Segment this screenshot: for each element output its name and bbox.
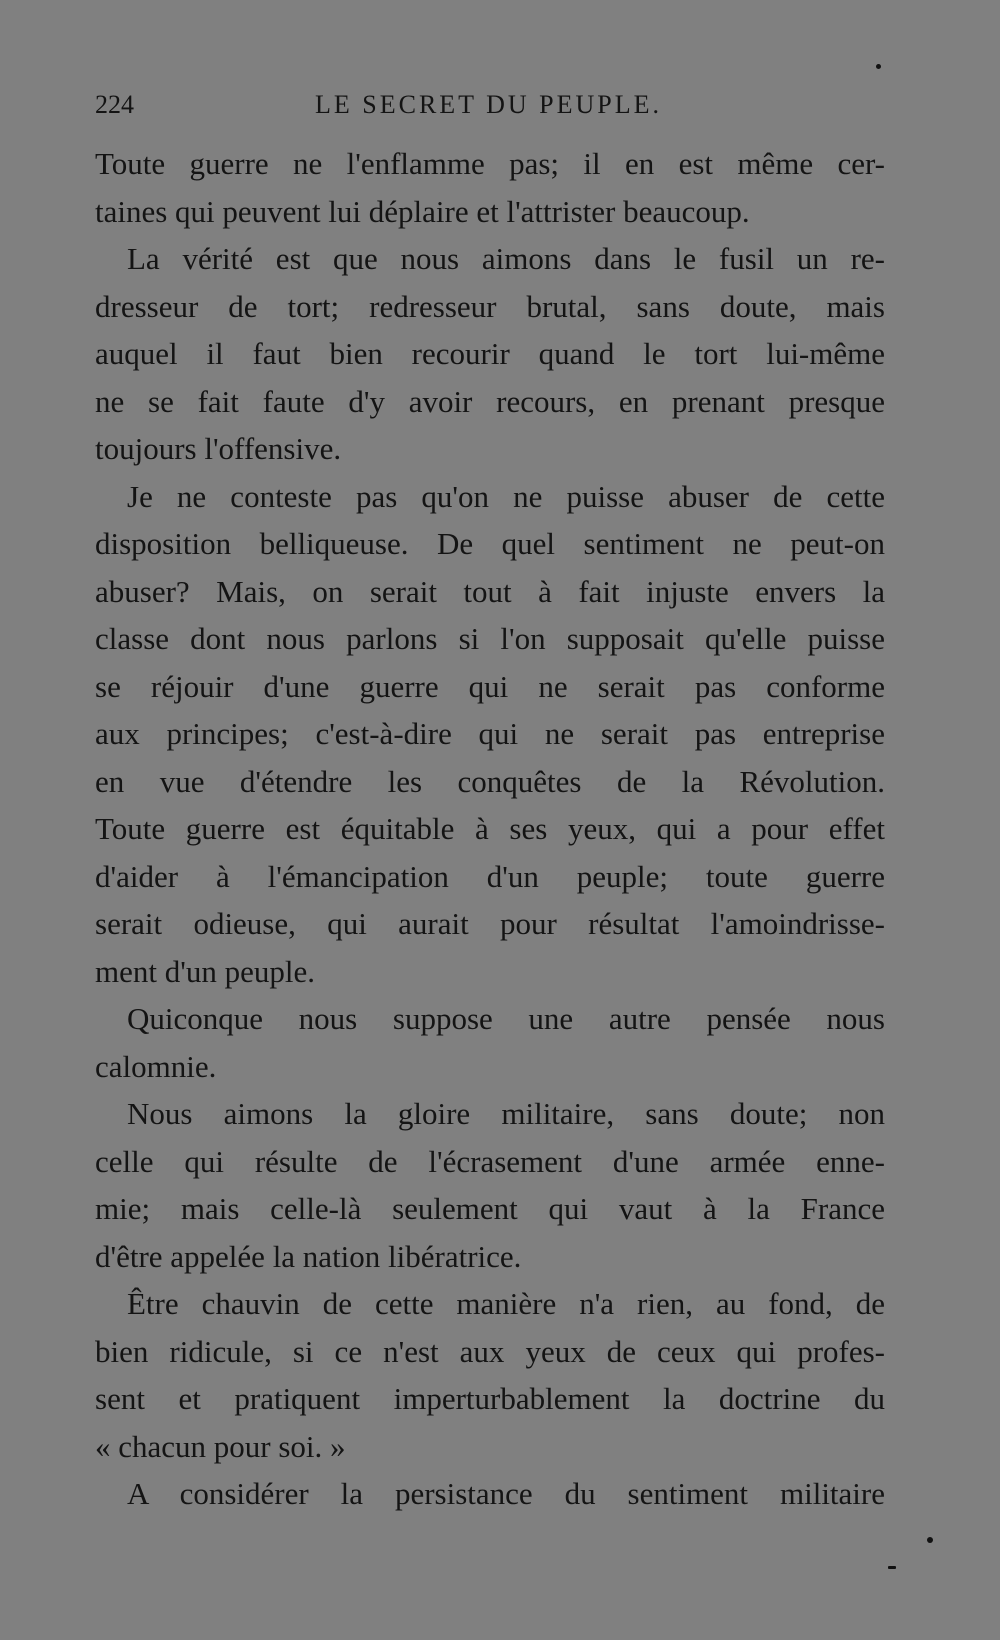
text-line: La vérité est que nous aimons dans le fusil un re- (127, 241, 885, 276)
text-line: se réjouir d'une guerre qui ne serait pas conforme (95, 668, 885, 704)
text-line: celle qui résulte de l'écrasement d'une armée enne- (95, 1143, 885, 1179)
text-line: Quiconque nous suppose une autre pensée nous (127, 1001, 885, 1036)
text-line: calomnie. (95, 1048, 217, 1084)
text-line: dresseur de tort; redresseur brutal, sans doute, mais (95, 288, 885, 324)
scan-speck (888, 1566, 896, 1569)
paragraph (95, 995, 885, 1090)
body-text (95, 140, 885, 1518)
text-line: serait odieuse, qui aurait pour résultat l'amoindrisse- (95, 906, 885, 941)
paragraph (95, 473, 885, 996)
paragraph (95, 235, 885, 473)
text-line: A considérer la persistance du sentiment militaire (127, 1476, 885, 1511)
text-line: Toute guerre ne l'enflamme pas; il en est même cer- (95, 146, 885, 181)
paragraph (95, 1090, 885, 1280)
text-line: aux principes; c'est-à-dire qui ne serait pas entreprise (95, 716, 885, 751)
text-line: ment d'un peuple. (95, 953, 315, 989)
text-line: d'être appelée la nation libératrice. (95, 1238, 522, 1274)
paragraph (95, 1470, 885, 1518)
text-line: « chacun pour soi. » (95, 1428, 346, 1464)
text-line: classe dont nous parlons si l'on supposait qu'elle puisse (95, 621, 885, 656)
text-line: bien ridicule, si ce n'est aux yeux de ceux qui profes- (95, 1333, 885, 1369)
text-line: toujours l'offensive. (95, 431, 342, 466)
paragraph (95, 1280, 885, 1470)
text-line: Être chauvin de cette manière n'a rien, au fond, de (127, 1286, 885, 1321)
text-line: Toute guerre est équitable à ses yeux, qui a pour effet (95, 811, 885, 846)
text-line: Nous aimons la gloire militaire, sans doute; non (127, 1096, 885, 1131)
book-page (95, 90, 885, 1518)
text-line: mie; mais celle-là seulement qui vaut à la France (95, 1191, 885, 1226)
scan-speck (876, 64, 881, 69)
text-line: sent et pratiquent imperturbablement la doctrine du (95, 1381, 885, 1416)
text-line: d'aider à l'émancipation d'un peuple; toute guerre (95, 858, 885, 894)
text-line: disposition belliqueuse. De quel sentiment ne peut-on (95, 526, 885, 561)
text-line: abuser? Mais, on serait tout à fait injuste envers la (95, 573, 885, 609)
page-number: 224 (95, 90, 134, 119)
running-title: LE SECRET DU PEUPLE. (315, 90, 662, 119)
paragraph (95, 140, 885, 235)
text-line: Je ne conteste pas qu'on ne puisse abuser de cette (127, 478, 885, 514)
text-line: ne se fait faute d'y avoir recours, en prenant presque (95, 383, 885, 419)
running-head (95, 90, 885, 130)
scan-speck (927, 1537, 933, 1543)
text-line: auquel il faut bien recourir quand le tort lui-même (95, 336, 885, 371)
text-line: taines qui peuvent lui déplaire et l'attrister beaucoup. (95, 193, 750, 229)
text-line: en vue d'étendre les conquêtes de la Révolution. (95, 763, 885, 799)
